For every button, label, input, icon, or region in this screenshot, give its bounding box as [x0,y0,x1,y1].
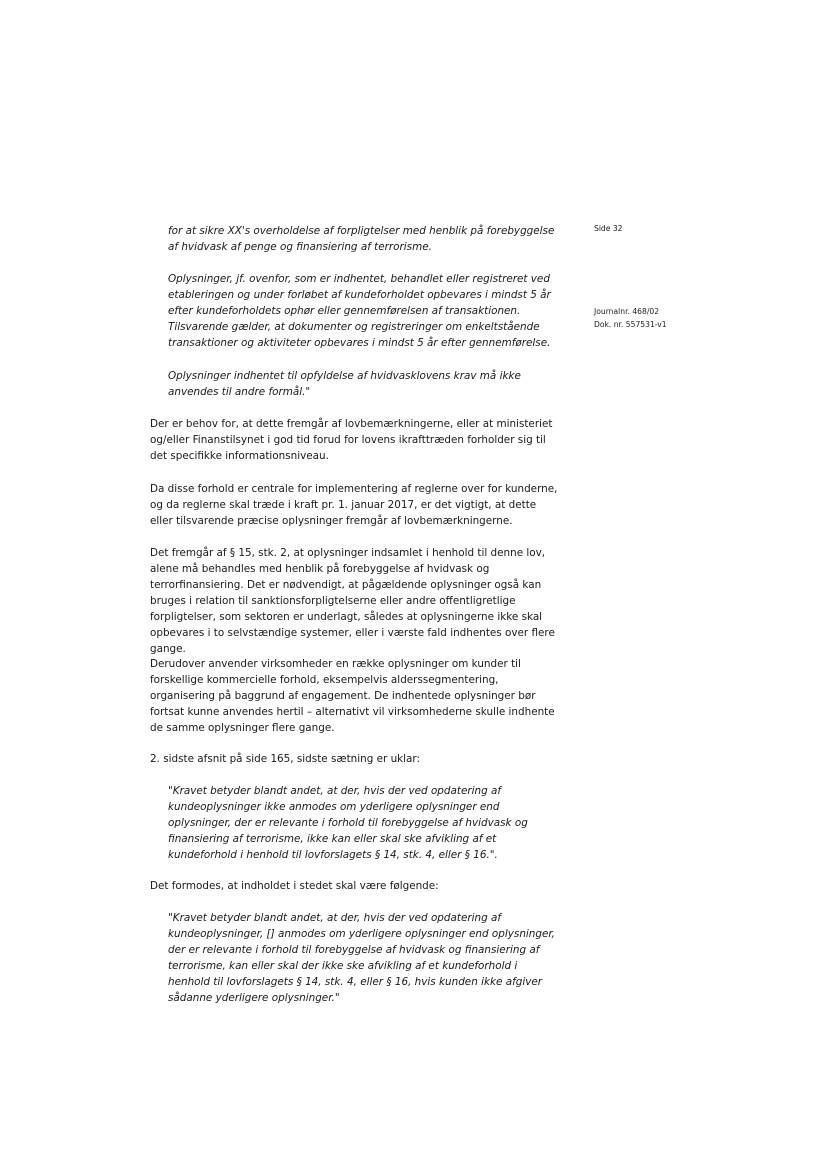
body-paragraph-4: Derudover anvender virksomheder en række oplysninger om kunder til forskellige kommercielle forhold, eksempelvis alderssegmentering, organisering på baggrund af engagement. De indhentede oplysninger bør fortsat kunne anvendes hertil – alternativt vil virksomhederne skulle indhente de samme oplysninger flere gange. [150,658,555,734]
document-number: Dok. nr. 557531-v1 [594,320,667,329]
page-number: Side 32 [594,224,623,233]
quote1-paragraph-1: for at sikre XX's overholdelse af forpligtelser med henblik på forebyggelse af hvidvask af penge og finansiering af terrorisme. [168,225,555,253]
journal-number: Journalnr. 468/02 [594,307,660,316]
body-paragraph-3: Det fremgår af § 15, stk. 2, at oplysninger indsamlet i henhold til denne lov, alene må behandles med henblik på forebyggelse af hvidvask og terrorfinansiering. Det er nødvendigt, at pågældende oplysninger også kan bruges i relation til sanktionsforpligtelserne eller andre offentligretlige forpligtelser, som sektoren er underlagt, således at oplysningerne ikke skal opbevares i to selvstændige systemer, eller i værste fald indhentes over flere gange. [150,547,555,655]
quote1-paragraph-2: Oplysninger, jf. ovenfor, som er indhentet, behandlet eller registreret ved etableringen og under forløbet af kundeforholdet opbevares i mindst 5 år efter kundeforholdets ophør eller gennemførelsen af transaktionen. Tilsvarende gælder, at dokumenter og registreringer om enkeltstående transaktioner og aktiviteter opbevares i mindst 5 år efter gennemførelse. [168,273,551,349]
body-paragraph-5: 2. sidste afsnit på side 165, sidste sætning er uklar: [150,753,421,765]
body-paragraph-2: Da disse forhold er centrale for implementering af reglerne over for kunderne, og da reglerne skal træde i kraft pr. 1. januar 2017, er det vigtigt, at dette eller tilsvarende præcise oplysninger fremgår af lovbemærkningerne. [150,483,558,527]
quote1-paragraph-3: Oplysninger indhentet til opfyldelse af hvidvasklovens krav må ikke anvendes til andre formål." [168,370,521,398]
quote2-paragraph: "Kravet betyder blandt andet, at der, hvis der ved opdatering af kundeoplysninger ikke anmodes om yderligere oplysninger end oplysninger, der er relevante i forhold til forebyggelse af hvidvask og finansiering af terrorisme, ikke kan eller skal ske afvikling af et kundeforhold i henhold til lovforslagets § 14, stk. 4, eller § 16.". [168,785,528,861]
body-paragraph-6: Det formodes, at indholdet i stedet skal være følgende: [150,880,439,892]
quote3-paragraph: "Kravet betyder blandt andet, at der, hvis der ved opdatering af kundeoplysninger, [] anmodes om yderligere oplysninger end oplysninger, der er relevante i forhold til forebyggelse af hvidvask og finansiering af terrorisme, kan eller skal der ikke ske afvikling af et kundeforhold i henhold til lovforslagets § 14, stk. 4, eller § 16, hvis kunden ikke afgiver sådanne yderligere oplysninger." [168,912,555,1004]
body-paragraph-1: Der er behov for, at dette fremgår af lovbemærkningerne, eller at ministeriet og/eller Finanstilsynet i god tid forud for lovens ikrafttræden forholder sig til det specifikke informationsniveau. [150,418,553,462]
